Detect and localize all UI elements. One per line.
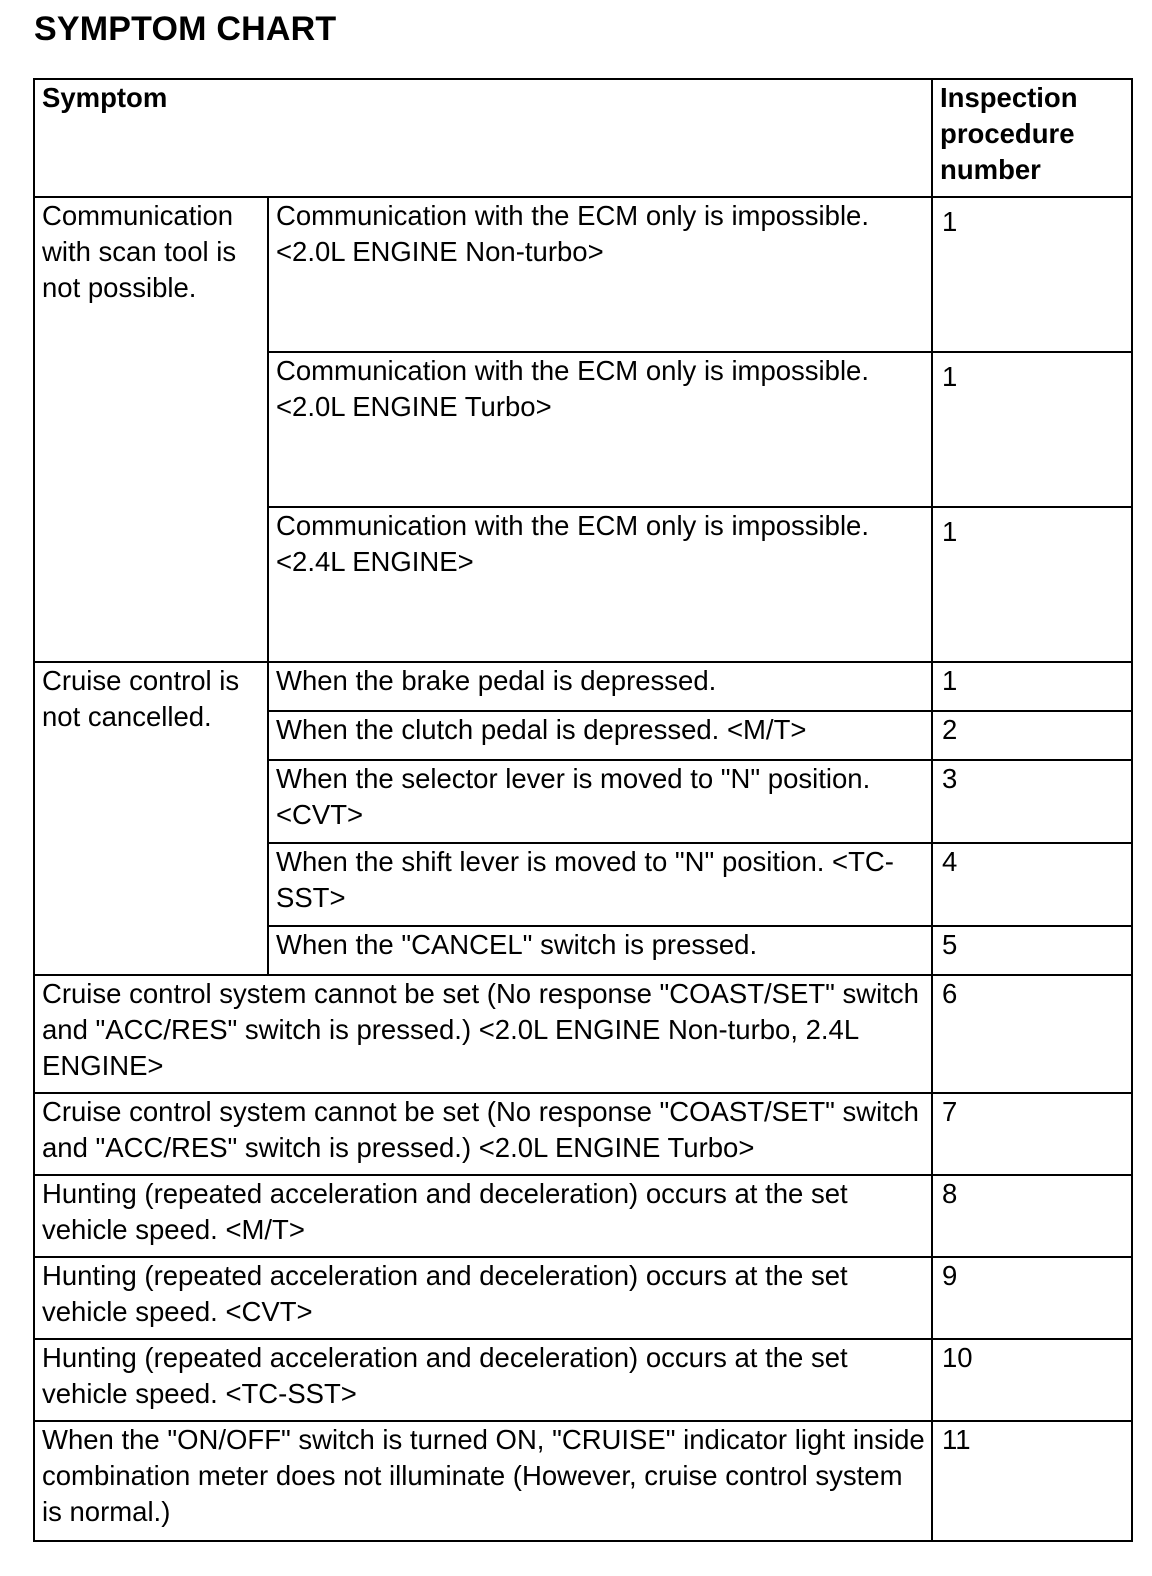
group-label-cruise-not-cancelled: Cruise control is not cancelled. [34,662,268,975]
procedure-number: 3 [932,760,1132,843]
symptom-detail: When the brake pedal is depressed. [268,662,932,711]
table-row [34,1257,1132,1339]
symptom-detail: When the shift lever is moved to "N" position. <TC-SST> [268,843,932,926]
page-title: SYMPTOM CHART [34,10,337,48]
symptom-detail: When the "CANCEL" switch is pressed. [268,926,932,975]
symptom-detail: When the clutch pedal is depressed. <M/T> [268,711,932,760]
group-label-communication: Communication with scan tool is not possible. [34,197,268,662]
symptom-description: Cruise control system cannot be set (No response "COAST/SET" switch and "ACC/RES" switch is pressed.) <2.0L ENGINE Turbo> [34,1093,932,1175]
table-row [34,975,1132,1093]
table-row [34,197,1132,352]
procedure-number: 8 [932,1175,1132,1257]
symptom-detail: Communication with the ECM only is impossible. <2.0L ENGINE Non-turbo> [268,197,932,352]
procedure-number: 10 [932,1339,1132,1421]
procedure-number: 2 [932,711,1132,760]
table-row [34,1421,1132,1541]
procedure-number: 6 [932,975,1132,1093]
table-row [34,1093,1132,1175]
procedure-number: 4 [932,843,1132,926]
symptom-description: Cruise control system cannot be set (No response "COAST/SET" switch and "ACC/RES" switch is pressed.) <2.0L ENGINE Non-turbo, 2.4L ENGINE> [34,975,932,1093]
symptom-description: Hunting (repeated acceleration and deceleration) occurs at the set vehicle speed. <TC-SST> [34,1339,932,1421]
procedure-number: 5 [932,926,1132,975]
table-header-row [34,79,1132,197]
procedure-number: 1 [932,352,1132,507]
table-row [34,662,1132,711]
table-row [34,1339,1132,1421]
procedure-number: 1 [932,662,1132,711]
header-inspection-procedure-number: Inspection procedure number [932,79,1132,197]
symptom-detail: When the selector lever is moved to "N" position. <CVT> [268,760,932,843]
symptom-detail: Communication with the ECM only is impossible. <2.0L ENGINE Turbo> [268,352,932,507]
procedure-number: 7 [932,1093,1132,1175]
symptom-description: Hunting (repeated acceleration and deceleration) occurs at the set vehicle speed. <CVT> [34,1257,932,1339]
header-symptom: Symptom [34,79,932,197]
procedure-number: 11 [932,1421,1132,1541]
symptom-description: Hunting (repeated acceleration and deceleration) occurs at the set vehicle speed. <M/T> [34,1175,932,1257]
symptom-chart-table [33,78,1133,1542]
table-row [34,1175,1132,1257]
procedure-number: 1 [932,507,1132,662]
symptom-description: When the "ON/OFF" switch is turned ON, "CRUISE" indicator light inside combination meter does not illuminate (However, cruise control system is normal.) [34,1421,932,1541]
procedure-number: 9 [932,1257,1132,1339]
procedure-number: 1 [932,197,1132,352]
symptom-detail: Communication with the ECM only is impossible. <2.4L ENGINE> [268,507,932,662]
